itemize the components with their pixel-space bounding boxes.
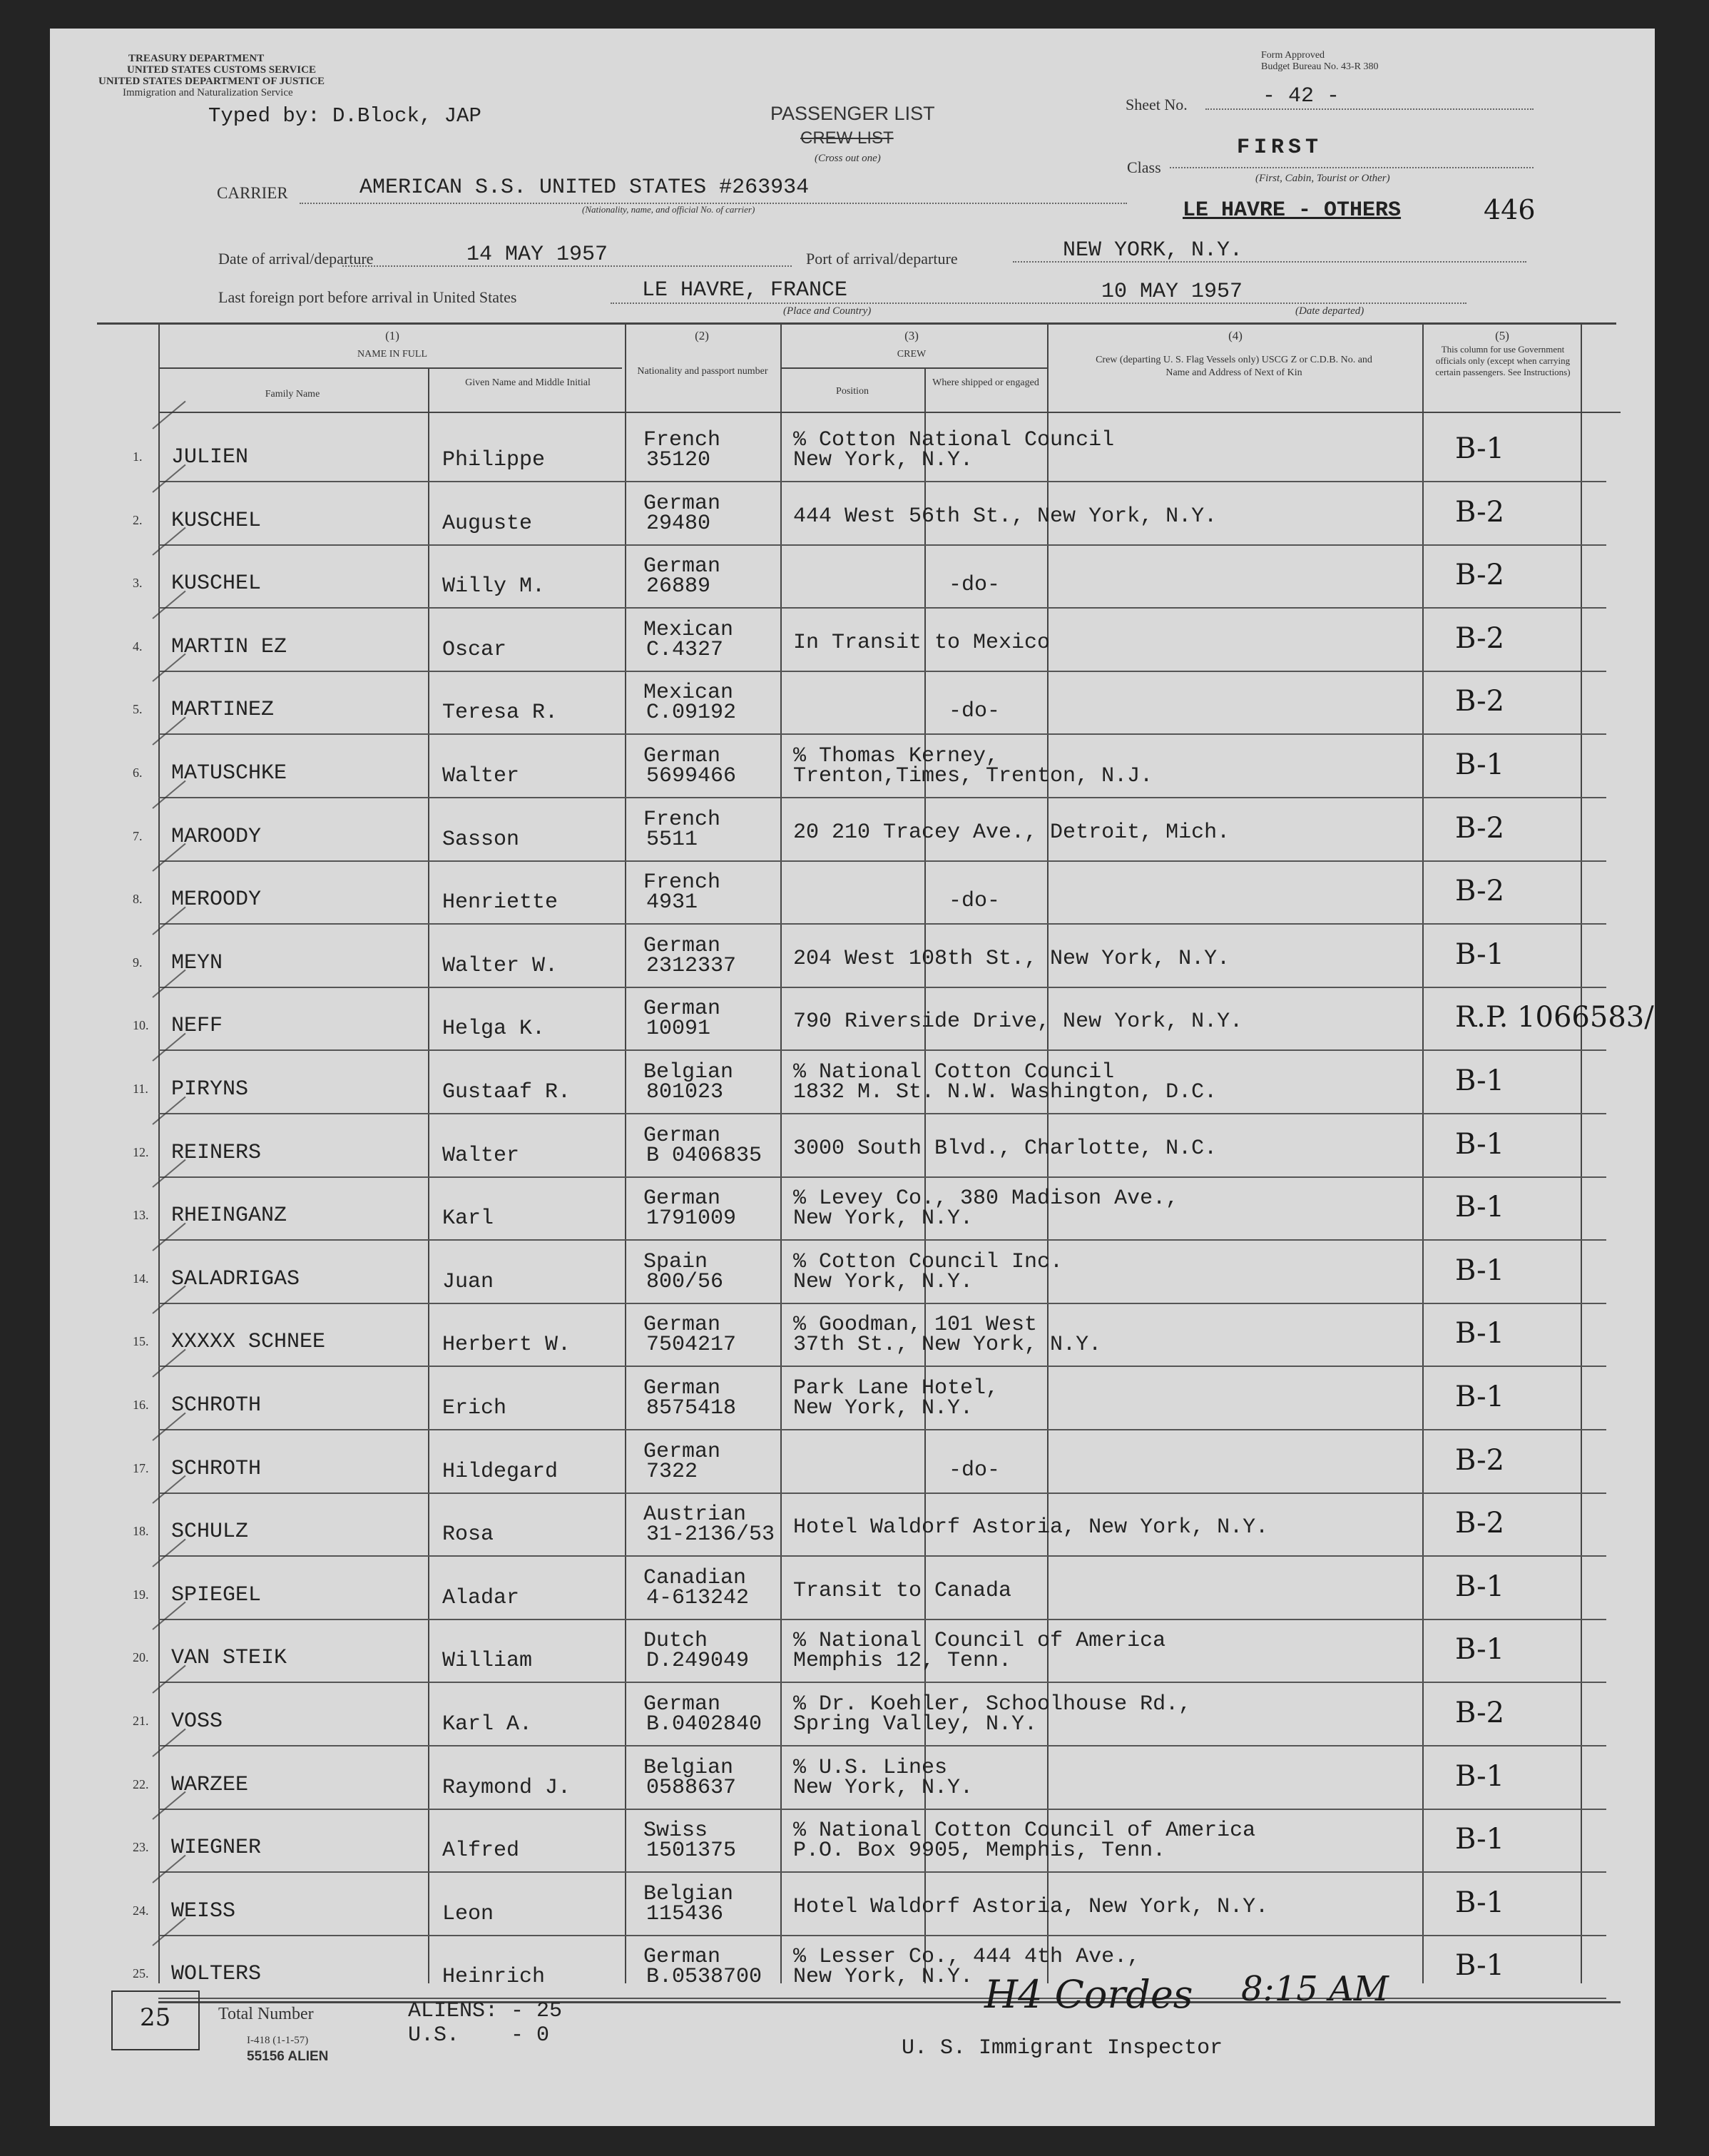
position-header: Position <box>836 386 869 397</box>
row-rule <box>158 1239 1606 1241</box>
row-number: 10. <box>133 1018 149 1032</box>
passport-number: 31-2136/53 <box>646 1522 775 1547</box>
passport-number: B.0538700 <box>646 1965 762 1989</box>
address-line-2: 37th St., New York, N.Y. <box>793 1333 1102 1357</box>
col5-title: This column for use Government officials only (except when carrying certain passengers. See Instructions) <box>1435 344 1571 377</box>
nationality: French <box>643 808 721 832</box>
nationality: German <box>643 744 721 768</box>
official-code: B-2 <box>1455 622 1505 655</box>
class-hint: (First, Cabin, Tourist or Other) <box>1255 173 1390 184</box>
table-row <box>0 1433 1709 1495</box>
ditto-mark: -do- <box>949 699 1001 723</box>
official-code: B-1 <box>1455 748 1505 781</box>
row-rule <box>158 1682 1606 1683</box>
date-departed: 10 MAY 1957 <box>1101 280 1243 304</box>
family-name: WIEGNER <box>171 1836 262 1860</box>
table-row <box>0 737 1709 800</box>
row-rule <box>158 1303 1606 1304</box>
official-code: B-1 <box>1455 1380 1505 1413</box>
address-line-1: % U.S. Lines <box>793 1756 948 1780</box>
carrier-hint: (Nationality, name, and official No. of carrier) <box>582 204 755 215</box>
row-number: 11. <box>133 1082 148 1096</box>
row-number: 5. <box>133 702 143 716</box>
table-row <box>0 1053 1709 1116</box>
row-number: 1. <box>133 449 143 464</box>
sheet-label: Sheet No. <box>1126 96 1188 113</box>
address-line-1: % Cotton Council Inc. <box>793 1250 1063 1274</box>
row-number: 7. <box>133 829 143 843</box>
table-row <box>0 611 1709 673</box>
table-row <box>0 800 1709 863</box>
official-code: B-2 <box>1455 685 1505 718</box>
ditto-mark: -do- <box>949 1458 1001 1483</box>
passport-number: C.09192 <box>646 701 737 725</box>
passport-number: 2312337 <box>646 954 737 978</box>
passport-number: 35120 <box>646 448 711 472</box>
inspector-title: U. S. Immigrant Inspector <box>902 2036 1223 2060</box>
address-line-2: P.O. Box 9905, Memphis, Tenn. <box>793 1839 1166 1863</box>
form-number: I-418 (1-1-57) <box>247 2035 309 2046</box>
nationality: German <box>643 1945 721 1969</box>
row-rule <box>158 671 1606 672</box>
agency-line-4: Immigration and Naturalization Service <box>123 87 293 98</box>
row-rule <box>158 1619 1606 1620</box>
total-handwritten: 25 <box>140 2003 171 2032</box>
given-name: Henriette <box>442 890 558 915</box>
typed-by: Typed by: D.Block, JAP <box>208 104 481 128</box>
row-number: 17. <box>133 1461 149 1475</box>
passport-number: D.249049 <box>646 1649 750 1673</box>
given-name: Karl <box>442 1206 494 1231</box>
agency-line-1: TREASURY DEPARTMENT <box>128 53 265 64</box>
passport-number: 5511 <box>646 828 698 852</box>
row-rule <box>158 1555 1606 1557</box>
nationality: Belgian <box>643 1882 734 1906</box>
row-rule <box>158 1745 1606 1746</box>
passport-number: 115436 <box>646 1902 724 1926</box>
table-row <box>0 421 1709 484</box>
official-code: B-1 <box>1455 1254 1505 1287</box>
table-row <box>0 863 1709 926</box>
row-rule <box>158 797 1606 798</box>
handwritten-number: 446 <box>1484 194 1536 225</box>
given-name: Walter <box>442 1144 520 1168</box>
family-name: NEFF <box>171 1014 223 1038</box>
nationality: Mexican <box>643 681 734 705</box>
row-rule <box>158 481 1606 482</box>
aliens-count: ALIENS: - 25 <box>408 1999 563 2023</box>
address-line: 204 West 108th St., New York, N.Y. <box>793 947 1230 971</box>
passport-number: 800/56 <box>646 1270 724 1294</box>
passport-number: 0588637 <box>646 1776 737 1800</box>
row-rule <box>158 860 1606 862</box>
family-name: MEYN <box>171 951 223 975</box>
col4-title: Crew (departing U. S. Flag Vessels only) USCG Z or C.D.B. No. and Name and Address of Next of Kin <box>1096 355 1372 378</box>
family-name: MAROODY <box>171 825 262 849</box>
row-rule <box>158 1429 1606 1430</box>
family-name: MATUSCHKE <box>171 761 287 785</box>
table-row <box>0 1875 1709 1938</box>
address-line-1: % Dr. Koehler, Schoolhouse Rd., <box>793 1692 1192 1717</box>
address-line: Hotel Waldorf Astoria, New York, N.Y. <box>793 1895 1269 1919</box>
passport-number: 26889 <box>646 574 711 599</box>
address-line-2: New York, N.Y. <box>793 1396 974 1420</box>
col1-title: NAME IN FULL <box>357 349 427 360</box>
col2-title: Nationality and passport number <box>637 366 768 377</box>
table-row <box>0 990 1709 1052</box>
class-label: Class <box>1127 158 1161 176</box>
family-name: MARTIN EZ <box>171 635 287 659</box>
nationality: Mexican <box>643 618 734 642</box>
official-code: B-1 <box>1455 1317 1505 1350</box>
row-rule <box>158 607 1606 609</box>
family-name: REINERS <box>171 1141 262 1165</box>
date-label: Date of arrival/departure <box>218 250 374 268</box>
total-label: Total Number <box>218 2005 314 2023</box>
table-row <box>0 547 1709 610</box>
row-rule <box>158 923 1606 925</box>
official-code: B-2 <box>1455 1697 1505 1729</box>
official-code: B-1 <box>1455 432 1505 465</box>
family-name: SCHROTH <box>171 1393 262 1418</box>
given-name: Willy M. <box>442 574 546 599</box>
family-name: MARTINEZ <box>171 698 275 722</box>
given-name: William <box>442 1649 533 1673</box>
budget-bureau: Budget Bureau No. 43-R 380 <box>1261 61 1379 72</box>
col2-number: (2) <box>695 329 709 342</box>
row-rule <box>158 733 1606 735</box>
family-name: SPIEGEL <box>171 1583 262 1607</box>
address-line-1: Park Lane Hotel, <box>793 1376 999 1400</box>
passport-number: B.0402840 <box>646 1712 762 1737</box>
official-code: B-2 <box>1455 1507 1505 1540</box>
official-code: B-1 <box>1455 1128 1505 1161</box>
port-label: Port of arrival/departure <box>806 250 958 268</box>
row-number: 13. <box>133 1208 149 1222</box>
official-code: B-1 <box>1455 1064 1505 1097</box>
family-name: VOSS <box>171 1709 223 1734</box>
address-line: 3000 South Blvd., Charlotte, N.C. <box>793 1137 1218 1161</box>
table-row <box>0 673 1709 736</box>
address-line: In Transit to Mexico <box>793 631 1051 655</box>
address-line-2: New York, N.Y. <box>793 1270 974 1294</box>
row-rule <box>158 1366 1606 1367</box>
official-code: B-1 <box>1455 1760 1505 1793</box>
passport-number: B 0406835 <box>646 1144 762 1168</box>
nationality: German <box>643 1124 721 1148</box>
given-name: Gustaaf R. <box>442 1080 571 1104</box>
nationality: German <box>643 934 721 958</box>
given-name: Raymond J. <box>442 1776 571 1800</box>
family-name: SCHROTH <box>171 1457 262 1481</box>
official-code: B-2 <box>1455 812 1505 845</box>
col4-number: (4) <box>1228 329 1243 342</box>
official-code: B-2 <box>1455 496 1505 529</box>
row-rule <box>158 544 1606 546</box>
address-line-1: % Goodman, 101 West <box>793 1313 1038 1337</box>
col3-title: CREW <box>897 349 927 360</box>
row-number: 3. <box>133 576 143 590</box>
given-name: Leon <box>442 1902 494 1926</box>
date-departed-hint: (Date departed) <box>1295 305 1364 317</box>
address-line-1: % National Cotton Council of America <box>793 1819 1256 1843</box>
passport-number: C.4327 <box>646 638 724 662</box>
official-code: B-1 <box>1455 938 1505 971</box>
family-name: WEISS <box>171 1899 236 1923</box>
crew-list-crossed: CREW LIST <box>800 128 894 148</box>
address-line-2: 1832 M. St. N.W. Washington, D.C. <box>793 1080 1218 1104</box>
last-port-hint: (Place and Country) <box>783 305 872 317</box>
passport-number: 4-613242 <box>646 1586 750 1610</box>
form-title: PASSENGER LIST <box>770 103 935 124</box>
address-line-2: New York, N.Y. <box>793 1965 974 1989</box>
address-line: 20 210 Tracey Ave., Detroit, Mich. <box>793 820 1230 845</box>
col3-number: (3) <box>904 329 919 342</box>
row-number: 2. <box>133 513 143 527</box>
row-number: 25. <box>133 1966 149 1980</box>
official-code: B-1 <box>1455 1570 1505 1603</box>
given-name: Helga K. <box>442 1017 546 1041</box>
address-line-2: Memphis 12, Tenn. <box>793 1649 1012 1673</box>
given-name: Rosa <box>442 1522 494 1547</box>
official-code: B-1 <box>1455 1949 1505 1982</box>
given-name: Herbert W. <box>442 1333 571 1357</box>
nationality: German <box>643 1440 721 1464</box>
family-name: WARZEE <box>171 1773 249 1797</box>
address-line-1: % Thomas Kerney, <box>793 744 999 768</box>
table-row <box>0 1685 1709 1748</box>
given-name: Teresa R. <box>442 701 558 725</box>
address-line-2: Trenton,Times, Trenton, N.J. <box>793 764 1153 788</box>
form-approved: Form Approved <box>1261 50 1325 61</box>
family-name: VAN STEIK <box>171 1646 287 1670</box>
nationality: German <box>643 554 721 579</box>
family-name: SCHULZ <box>171 1520 249 1544</box>
family-name: RHEINGANZ <box>171 1204 287 1228</box>
nationality: German <box>643 1692 721 1717</box>
table-row <box>0 1938 1709 2000</box>
date-value: 14 MAY 1957 <box>466 243 608 267</box>
cross-out-hint: (Cross out one) <box>815 153 881 164</box>
passport-number: 1791009 <box>646 1206 737 1231</box>
family-name: XXXXX SCHNEE <box>171 1330 326 1354</box>
table-row <box>0 1811 1709 1874</box>
ditto-mark: -do- <box>949 573 1001 597</box>
route: LE HAVRE - OTHERS <box>1183 198 1402 223</box>
given-name: Aladar <box>442 1586 520 1610</box>
given-name: Erich <box>442 1396 507 1420</box>
table-row <box>0 1495 1709 1558</box>
address-line-2: Spring Valley, N.Y. <box>793 1712 1038 1737</box>
inspector-signature: H4 Cordes <box>984 1972 1193 2017</box>
nationality: German <box>643 997 721 1021</box>
given-name: Sasson <box>442 828 520 852</box>
nationality: Belgian <box>643 1756 734 1780</box>
table-row <box>0 484 1709 547</box>
row-rule <box>158 1493 1606 1494</box>
table-row <box>0 1117 1709 1179</box>
family-name: SALADRIGAS <box>171 1267 300 1291</box>
passport-number: 1501375 <box>646 1839 737 1863</box>
given-name: Juan <box>442 1270 494 1294</box>
col5-number: (5) <box>1495 329 1509 342</box>
row-number: 19. <box>133 1587 149 1602</box>
row-rule <box>158 1935 1606 1936</box>
last-port-value: LE HAVRE, FRANCE <box>642 278 848 302</box>
row-number: 4. <box>133 639 143 654</box>
row-number: 20. <box>133 1650 149 1664</box>
family-name-header: Family Name <box>265 389 320 400</box>
address-line-2: New York, N.Y. <box>793 1206 974 1231</box>
official-code: B-2 <box>1455 1444 1505 1477</box>
given-name: Karl A. <box>442 1712 533 1737</box>
table-row <box>0 1749 1709 1811</box>
inspection-time: 8:15 AM <box>1241 1969 1389 2009</box>
table-row <box>0 1306 1709 1368</box>
row-number: 12. <box>133 1145 149 1159</box>
given-name: Hildegard <box>442 1460 558 1484</box>
table-row <box>0 1179 1709 1242</box>
col1-number: (1) <box>385 329 399 342</box>
given-name: Alfred <box>442 1839 520 1863</box>
nationality: German <box>643 492 721 516</box>
official-code: B-1 <box>1455 1886 1505 1919</box>
table-row <box>0 1369 1709 1432</box>
address-line: Transit to Canada <box>793 1579 1012 1603</box>
nationality: Belgian <box>643 1060 734 1084</box>
row-number: 21. <box>133 1714 149 1728</box>
nationality: Swiss <box>643 1819 708 1843</box>
us-count: U.S. - 0 <box>408 2023 550 2048</box>
given-name: Auguste <box>442 512 533 536</box>
class-value: FIRST <box>1237 136 1323 160</box>
row-number: 16. <box>133 1398 149 1412</box>
nationality: Austrian <box>643 1502 747 1527</box>
family-name: KUSCHEL <box>171 509 262 533</box>
given-name-header: Given Name and Middle Initial <box>465 377 591 388</box>
given-name: Walter W. <box>442 954 558 978</box>
passport-number: 5699466 <box>646 764 737 788</box>
row-rule <box>158 1871 1606 1873</box>
official-code: B-2 <box>1455 875 1505 907</box>
row-rule <box>158 1176 1606 1178</box>
address-line: Hotel Waldorf Astoria, New York, N.Y. <box>793 1515 1269 1540</box>
passport-number: 7322 <box>646 1460 698 1484</box>
nationality: Spain <box>643 1250 708 1274</box>
passport-number: 29480 <box>646 512 711 536</box>
address-line-1: % Lesser Co., 444 4th Ave., <box>793 1945 1141 1969</box>
row-number: 8. <box>133 892 143 906</box>
carrier-value: AMERICAN S.S. UNITED STATES #263934 <box>359 176 810 200</box>
address-line-2: New York, N.Y. <box>793 448 974 472</box>
agency-line-3: UNITED STATES DEPARTMENT OF JUSTICE <box>98 76 325 87</box>
address-line-1: % Cotton National Council <box>793 428 1115 452</box>
table-bottom-rule <box>158 2001 1621 2003</box>
row-rule <box>158 1809 1606 1810</box>
row-rule <box>158 1049 1606 1051</box>
row-number: 23. <box>133 1840 149 1854</box>
nationality: German <box>643 1186 721 1211</box>
nationality: French <box>643 870 721 895</box>
row-number: 15. <box>133 1334 149 1348</box>
given-name: Heinrich <box>442 1965 546 1989</box>
sheet-number: - 42 - <box>1262 84 1340 108</box>
family-name: PIRYNS <box>171 1077 249 1102</box>
nationality: German <box>643 1313 721 1337</box>
given-name: Philippe <box>442 448 546 472</box>
family-name: WOLTERS <box>171 1962 262 1986</box>
address-line-1: % Levey Co., 380 Madison Ave., <box>793 1186 1179 1211</box>
table-row <box>0 1243 1709 1306</box>
table-row <box>0 1559 1709 1622</box>
row-number: 9. <box>133 955 143 970</box>
row-number: 22. <box>133 1777 149 1791</box>
address-line: 790 Riverside Drive, New York, N.Y. <box>793 1010 1243 1034</box>
official-code: B-1 <box>1455 1191 1505 1224</box>
passport-number: 8575418 <box>646 1396 737 1420</box>
passport-number: 4931 <box>646 890 698 915</box>
last-port-label: Last foreign port before arrival in United States <box>218 288 517 306</box>
address-line-1: % National Council of America <box>793 1629 1166 1653</box>
address-line-2: New York, N.Y. <box>793 1776 974 1800</box>
ditto-mark: -do- <box>949 889 1001 913</box>
row-number: 6. <box>133 766 143 780</box>
row-rule <box>158 1998 1606 1999</box>
official-code: R.P. 1066583/ <box>1455 1001 1654 1034</box>
nationality: German <box>643 1376 721 1400</box>
passport-number: 7504217 <box>646 1333 737 1357</box>
official-code: B-2 <box>1455 559 1505 591</box>
nationality: Dutch <box>643 1629 708 1653</box>
row-rule <box>158 987 1606 988</box>
agency-line-2: UNITED STATES CUSTOMS SERVICE <box>127 64 316 76</box>
row-number: 18. <box>133 1524 149 1538</box>
family-name: KUSCHEL <box>171 571 262 596</box>
passport-number: 801023 <box>646 1080 724 1104</box>
table-row <box>0 927 1709 990</box>
passport-number: 10091 <box>646 1017 711 1041</box>
shipped-header: Where shipped or engaged <box>932 377 1039 388</box>
table-row <box>0 1622 1709 1684</box>
alien-code: 55156 ALIEN <box>247 2049 329 2064</box>
address-line: 444 West 56th St., New York, N.Y. <box>793 504 1218 529</box>
row-rule <box>158 1113 1606 1114</box>
family-name: JULIEN <box>171 445 249 469</box>
nationality: Canadian <box>643 1566 747 1590</box>
family-name: MEROODY <box>171 888 262 912</box>
official-code: B-1 <box>1455 1823 1505 1856</box>
carrier-label: CARRIER <box>217 184 288 202</box>
given-name: Walter <box>442 764 520 788</box>
port-value: NEW YORK, N.Y. <box>1063 238 1243 263</box>
row-number: 14. <box>133 1271 149 1286</box>
official-code: B-1 <box>1455 1633 1505 1666</box>
address-line-1: % National Cotton Council <box>793 1060 1115 1084</box>
row-number: 24. <box>133 1903 149 1918</box>
given-name: Oscar <box>442 638 507 662</box>
nationality: French <box>643 428 721 452</box>
